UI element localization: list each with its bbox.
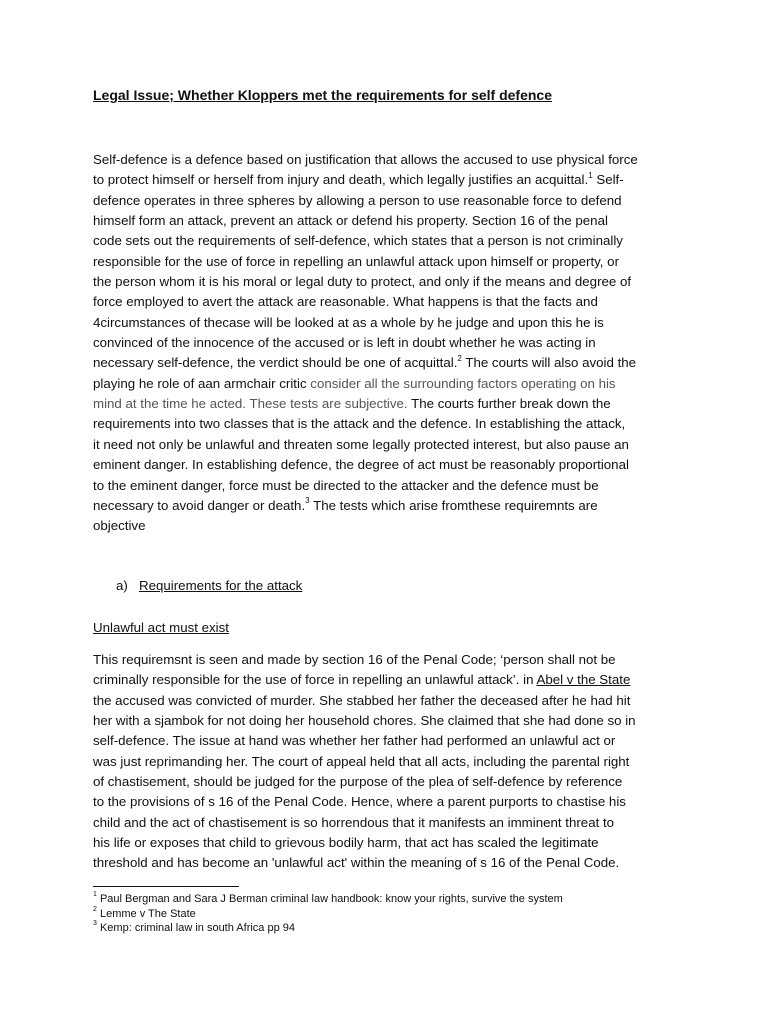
footnote-number: 1 [93, 891, 97, 899]
paragraph-line: his life or exposes that child to grievous bodily harm, that act has scaled the legitimate [93, 835, 599, 851]
self-defence-paragraph [93, 150, 677, 537]
footnotes [93, 892, 563, 936]
paragraph-line: the accused was convicted of murder. She stabbed her father the deceased after he had hit [93, 692, 631, 708]
paragraph-line: child and the act of chastisement is so horrendous that it manifests an imminent threat to [93, 814, 615, 830]
footnote-text: Kemp: criminal law in south Africa pp 94 [99, 922, 296, 934]
paragraph-line-tail: Self- [596, 172, 624, 188]
paragraph-line: objective [93, 518, 146, 534]
list-marker: a) [116, 578, 128, 593]
paragraph-line: to the provisions of s 16 of the Penal Code. Hence, where a parent purports to chastise his [93, 794, 626, 810]
paragraph-line: requirements into two classes that is the attack and the defence. In establishing the attack, [93, 416, 626, 432]
paragraph-line-text: necessary self-defence, the verdict should be one of acquittal. [93, 355, 458, 371]
paragraph-line-tail: The tests which arise fromthese requiremnts are [313, 497, 598, 513]
paragraph-line-tail: The courts will also avoid the [465, 355, 637, 371]
paragraph-line-text: necessary to avoid danger or death. [93, 497, 306, 513]
paragraph-line: convinced of the innocence of the accused or is left in doubt whether he was acting in [93, 335, 596, 351]
subheading-requirements-attack [116, 578, 302, 593]
footnote-ref[interactable]: 1 [588, 170, 593, 180]
paragraph-line: 4circumstances of thecase will be looked at as a whole by he judge and upon this he is [93, 314, 604, 330]
paragraph-line-tail: The courts further break down the [411, 396, 611, 412]
paragraph-line: Self-defence is a defence based on justification that allows the accused to use physical force [93, 152, 638, 167]
paragraph-line: eminent danger. In establishing defence, the degree of act must be reasonably proportional [93, 457, 629, 473]
paragraph-line: it need not only be unlawful and threaten some legally protected interest, but also pause an [93, 436, 629, 452]
footnote-text: Lemme v The State [99, 907, 196, 920]
footnote-ref[interactable]: 3 [305, 496, 310, 506]
subheading-title: Requirements for the attack [139, 578, 303, 593]
paragraph-line-text: to protect himself or herself from injury and death, which legally justifies an acquittal. [93, 172, 589, 188]
paragraph-line: the person whom it is his moral or legal duty to protect, and only if the means and degree of [93, 274, 632, 290]
paragraph-line: was just reprimanding her. The court of appeal held that all acts, including the parental right [93, 753, 630, 769]
unlawful-act-heading: Unlawful act must exist [93, 620, 229, 635]
paragraph-line-text: playing he role of aan armchair critic [93, 375, 307, 391]
footnote-number: 3 [93, 920, 97, 928]
paragraph-line [93, 394, 677, 414]
paragraph-line: This requiremsnt is seen and made by section 16 of the Penal Code; ‘person shall not be [93, 652, 616, 667]
paragraph-line: code sets out the requirements of self-defence, which states that a person is not criminally [93, 233, 623, 249]
paragraph-line: himself form an attack, prevent an attack or defend his property. Section 16 of the penal [93, 213, 608, 229]
footnote-text: Paul Bergman and Sara J Berman criminal law handbook: know your rights, survive the system [99, 893, 563, 905]
footnote [93, 907, 563, 922]
paragraph-line [93, 374, 677, 394]
paragraph-line: threshold and has become an 'unlawful act' within the meaning of s 16 of the Penal Code. [93, 855, 620, 871]
footnote [93, 892, 563, 907]
gray-text: consider all the surrounding factors operating on his [310, 375, 616, 391]
paragraph-line-text: criminally responsible for the use of force in repelling an unlawful attack’. in [93, 672, 534, 688]
paragraph-line [93, 496, 677, 516]
footnote-number: 2 [93, 905, 97, 913]
paragraph-line [93, 670, 677, 690]
paragraph-line: to the eminent danger, force must be directed to the attacker and the defence must be [93, 477, 599, 493]
legal-issue-heading: Legal Issue; Whether Kloppers met the requirements for self defence [93, 87, 552, 103]
gray-text: mind at the time he acted. These tests are subjective. [93, 396, 408, 412]
paragraph-line: responsible for the use of force in repelling an unlawful attack upon himself or property, or [93, 253, 620, 269]
footnote-separator [93, 886, 239, 887]
footnote [93, 921, 563, 936]
case-name: Abel v the State [536, 672, 631, 688]
paragraph-line: of chastisement, should be judged for the purpose of the plea of self-defence by reference [93, 774, 623, 790]
paragraph-line [93, 353, 677, 373]
paragraph-line: force employed to avert the attack are reasonable. What happens is that the facts and [93, 294, 598, 310]
unlawful-act-paragraph [93, 650, 677, 874]
paragraph-line [93, 170, 677, 190]
paragraph-line: defence operates in three spheres by allowing a person to use reasonable force to defend [93, 192, 622, 208]
paragraph-line: self-defence. The issue at hand was whether her father had performed an unlawful act or [93, 733, 616, 749]
paragraph-line: her with a sjambok for not doing her household chores. She claimed that she had done so in [93, 713, 636, 729]
footnote-ref[interactable]: 2 [457, 354, 462, 364]
